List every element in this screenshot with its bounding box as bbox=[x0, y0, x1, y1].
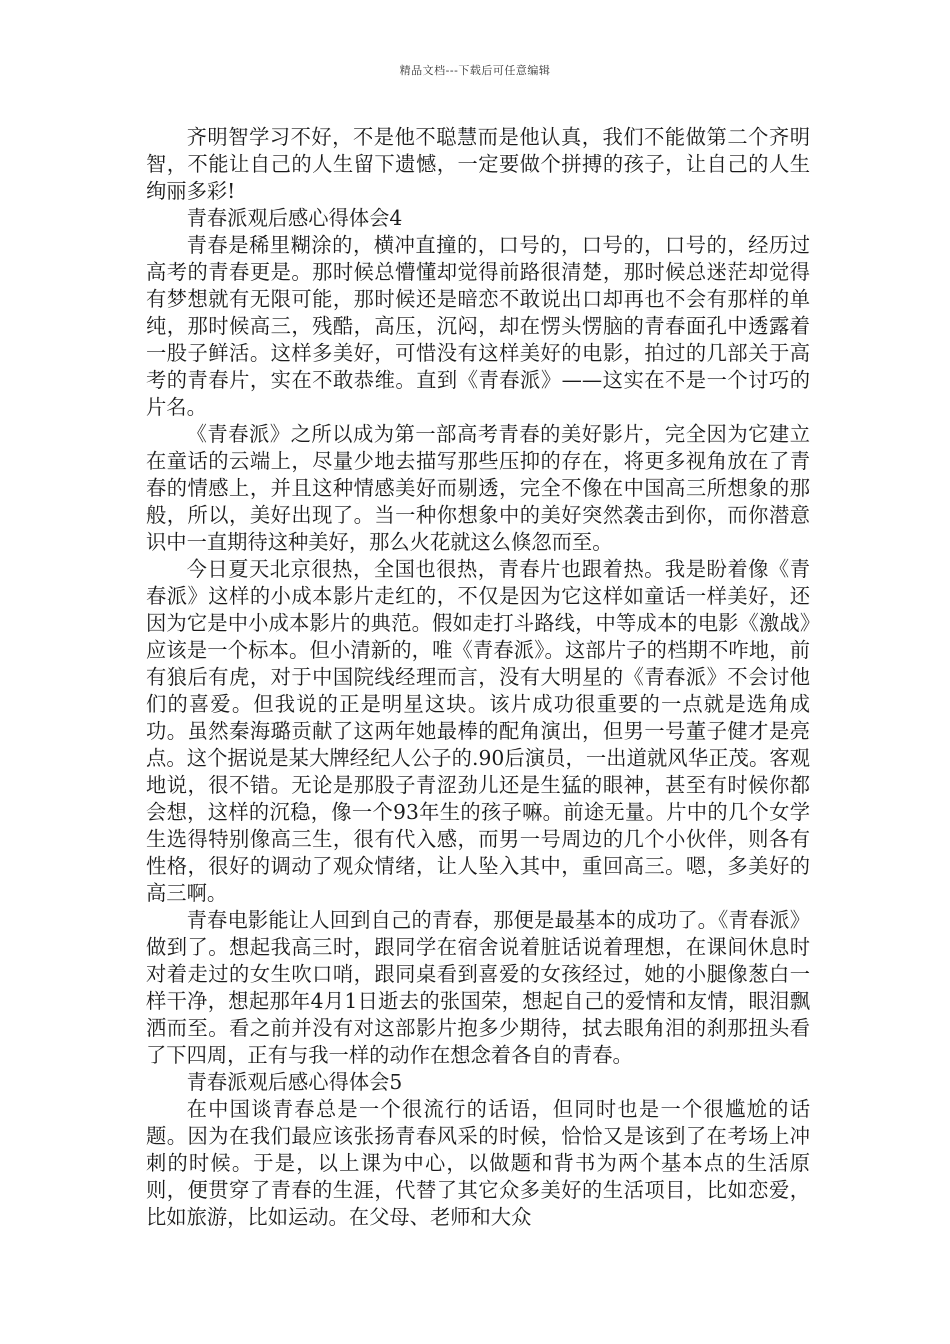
section-heading: 青春派观后感心得体会4 bbox=[186, 206, 403, 230]
paragraph: 青春电影能让人回到自己的青春，那便是最基本的成功了。《青春派》做到了。想起我高三时，跟同学在宿舍说着脏话说着理想，在课间休息时对着走过的女生吹口哨，跟同桌看到喜爱的女孩经过，她的小腿像葱白一样干净，想起那年4月1日逝去的张国荣，想起自己的爱情和友情，眼泪飘洒而至。看之前并没有对这部影片抱多少期待，拭去眼角泪的刹那扭头看了下四周，正有与我一样的动作在想念着各自的青春。 bbox=[146, 908, 810, 1067]
section-heading: 青春派观后感心得体会5 bbox=[186, 1070, 403, 1094]
paragraph: 在中国谈青春总是一个很流行的话语，但同时也是一个很尴尬的话题。因为在我们最应该张扬青春风采的时候，恰恰又是该到了在考场上冲刺的时候。于是，以上课为中心，以做题和背书为两个基本点的生活原则，便贯穿了青春的生涯，代替了其它众多美好的生活项目，比如恋爱，比如旅游，比如运动。在父母、老师和大众 bbox=[146, 1097, 810, 1229]
paragraph: 今日夏天北京很热，全国也很热，青春片也跟着热。我是盼着像《青春派》这样的小成本影片走红的，不仅是因为它这样如童话一样美好，还因为它是中小成本影片的典范。假如走打斗路线，中等成本的电影《激战》应该是一个标本。但小清新的，唯《青春派》。这部片子的档期不咋地，前有狼后有虎，对于中国院线经理而言，没有大明星的《青春派》不会讨他们的喜爱。但我说的正是明星这块。该片成功很重要的一点就是选角成功。虽然秦海璐贡献了这两年她最棒的配角演出，但男一号董子健才是亮点。这个据说是某大牌经纪人公子的.90后演员，一出道就风华正茂。客观地说，很不错。无论是那股子青涩劲儿还是生猛的眼神，甚至有时候你都会想，这样的沉稳，像一个93年生的孩子嘛。前途无量。片中的几个女学生选得特别像高三生，很有代入感，而男一号周边的几个小伙伴，则各有性格，很好的调动了观众情绪，让人坠入其中，重回高三。嗯，多美好的高三啊。 bbox=[146, 557, 810, 905]
document-body bbox=[146, 124, 810, 1231]
paragraph: 青春是稀里糊涂的，横冲直撞的，口号的，口号的，口号的，经历过高考的青春更是。那时候总懵懂却觉得前路很清楚，那时候总迷茫却觉得有梦想就有无限可能，那时候还是暗恋不敢说出口却再也不会有那样的单纯，那时候高三，残酷，高压，沉闷，却在愣头愣脑的青春面孔中透露着一股子鲜活。这样多美好，可惜没有这样美好的电影，拍过的几部关于高考的青春片，实在不敢恭维。直到《青春派》——这实在不是一个讨巧的片名。 bbox=[146, 233, 810, 419]
page-header: 精品文档---下载后可任意编辑 bbox=[399, 64, 551, 77]
paragraph: 《青春派》之所以成为第一部高考青春的美好影片，完全因为它建立在童话的云端上，尽量少地去描写那些压抑的存在，将更多视角放在了青春的情感上，并且这种情感美好而剔透，完全不像在中国高三所想象的那般，所以，美好出现了。当一种你想象中的美好突然袭击到你，而你潜意识中一直期待这种美好，那么火花就这么倏忽而至。 bbox=[146, 422, 810, 554]
paragraph: 齐明智学习不好，不是他不聪慧而是他认真，我们不能做第二个齐明智，不能让自己的人生留下遗憾，一定要做个拼搏的孩子，让自己的人生绚丽多彩! bbox=[146, 125, 810, 203]
